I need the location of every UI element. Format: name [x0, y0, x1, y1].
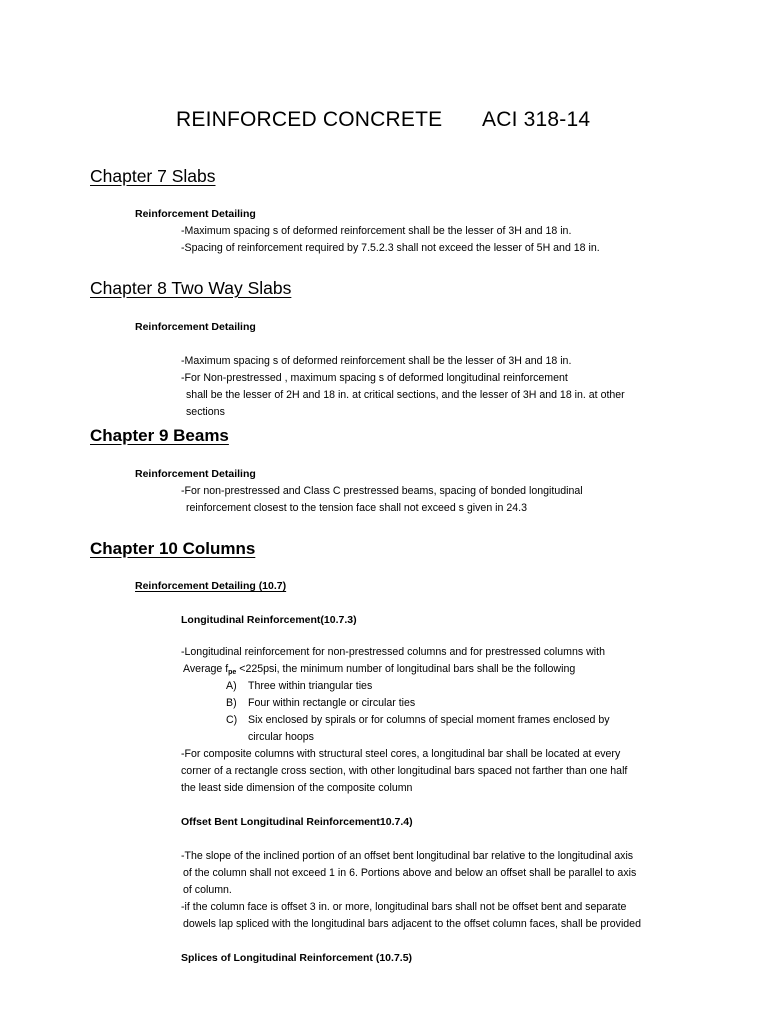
chapter-10-title: Chapter 10 Columns — [90, 539, 256, 558]
chapter-9-line: -For non-prestressed and Class C prestressed beams, spacing of bonded longitudinal — [181, 485, 583, 497]
splices-heading: Splices of Longitudinal Reinforcement (10.7.5) — [181, 952, 413, 964]
longitudinal-line — [183, 663, 575, 676]
chapter-8-line: sections — [186, 406, 225, 418]
list-marker: C) — [226, 714, 238, 726]
offset-line: -The slope of the inclined portion of an offset bent longitudinal bar relative to the longitudinal axis — [181, 850, 634, 862]
chapter-9-title: Chapter 9 Beams — [90, 426, 229, 445]
offset-heading: Offset Bent Longitudinal Reinforcement10.7.4) — [181, 816, 413, 828]
document-title: REINFORCED CONCRETE — [176, 108, 443, 131]
longitudinal-line: -Longitudinal reinforcement for non-prestressed columns and for prestressed columns with — [181, 646, 605, 658]
composite-line: the least side dimension of the composite column — [181, 782, 413, 794]
offset-line: -if the column face is offset 3 in. or more, longitudinal bars shall not be offset bent and separate — [181, 901, 627, 913]
list-item: Six enclosed by spirals or for columns of special moment frames enclosed by — [248, 714, 610, 726]
code-reference: ACI 318-14 — [482, 108, 591, 131]
list-marker: A) — [226, 680, 237, 692]
chapter-8-heading: Reinforcement Detailing — [135, 321, 256, 333]
fpe-subscript: pe — [228, 669, 237, 676]
list-item: Three within triangular ties — [248, 680, 373, 692]
chapter-8-line: -For Non-prestressed , maximum spacing s of deformed longitudinal reinforcement — [181, 372, 568, 384]
chapter-8-line: -Maximum spacing s of deformed reinforcement shall be the lesser of 3H and 18 in. — [181, 355, 572, 367]
chapter-8-title: Chapter 8 Two Way Slabs — [90, 278, 292, 298]
offset-line: of column. — [183, 884, 232, 896]
offset-line: dowels lap spliced with the longitudinal bars adjacent to the offset column faces, shall be provided — [183, 918, 641, 930]
chapter-10-heading: Reinforcement Detailing (10.7) — [135, 580, 287, 592]
list-item: Four within rectangle or circular ties — [248, 697, 416, 709]
list-marker: B) — [226, 697, 237, 709]
longitudinal-line-text: <225psi, the minimum number of longitudinal bars shall be the following — [236, 663, 576, 675]
longitudinal-heading: Longitudinal Reinforcement(10.7.3) — [181, 614, 357, 626]
chapter-7-heading: Reinforcement Detailing — [135, 208, 256, 220]
chapter-7-line: -Spacing of reinforcement required by 7.5.2.3 shall not exceed the lesser of 5H and 18 in. — [181, 242, 600, 254]
offset-line: of the column shall not exceed 1 in 6. Portions above and below an offset shall be parallel to axis — [183, 867, 637, 879]
chapter-9-line: reinforcement closest to the tension face shall not exceed s given in 24.3 — [186, 502, 527, 514]
fpe-label: Average f — [183, 663, 229, 675]
chapter-7-title: Chapter 7 Slabs — [90, 166, 216, 186]
composite-line: corner of a rectangle cross section, with other longitudinal bars spaced not farther than one half — [181, 765, 628, 777]
list-item-continuation: circular hoops — [248, 731, 314, 743]
chapter-9-heading: Reinforcement Detailing — [135, 468, 256, 480]
composite-line: -For composite columns with structural steel cores, a longitudinal bar shall be located at every — [181, 748, 621, 760]
chapter-7-line: -Maximum spacing s of deformed reinforcement shall be the lesser of 3H and 18 in. — [181, 225, 572, 237]
chapter-8-line: shall be the lesser of 2H and 18 in. at critical sections, and the lesser of 3H and 18 in. at other — [186, 389, 625, 401]
